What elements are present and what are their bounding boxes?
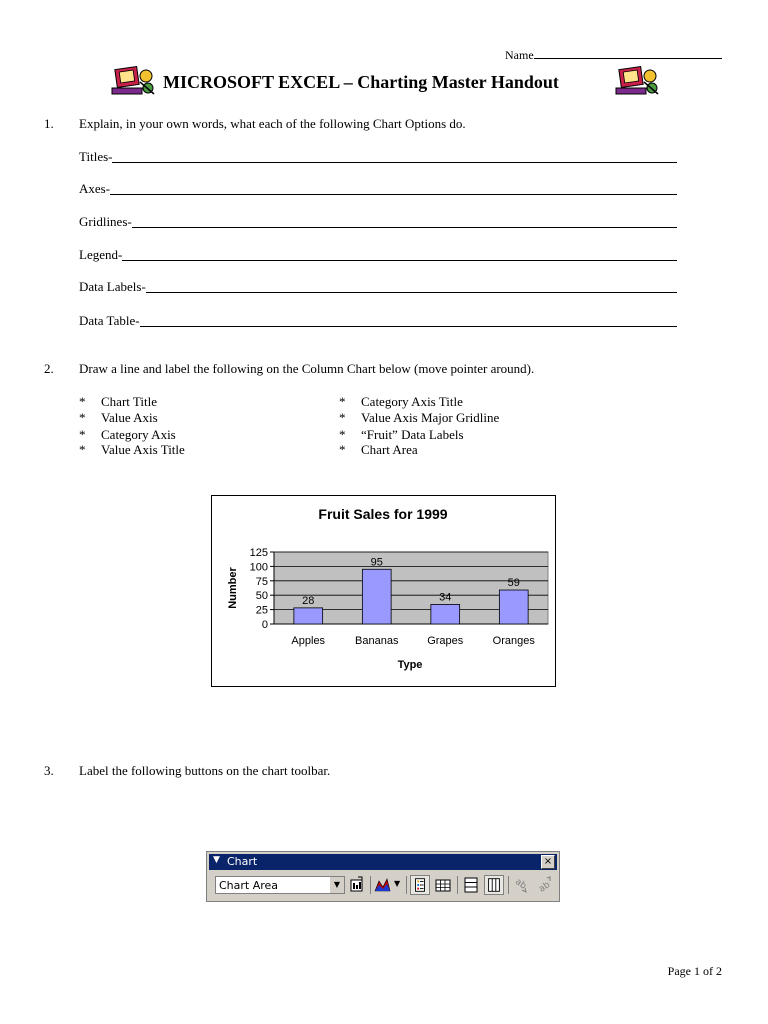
name-field	[505, 46, 722, 63]
page-title: MICROSOFT EXCEL – Charting Master Handout	[163, 72, 559, 92]
chart-objects-value: Chart Area	[219, 879, 279, 892]
question-1-number: 1.	[44, 116, 54, 131]
x-tick-label: Bananas	[355, 635, 399, 647]
toolbar-title-bar[interactable]	[209, 854, 557, 870]
list-item: * Value Axis Title	[79, 442, 185, 457]
bar[interactable]	[362, 569, 391, 624]
answer-blank-line	[140, 314, 677, 327]
toolbar-title: Chart	[227, 855, 258, 868]
y-tick-label: 125	[249, 547, 268, 559]
answer-label: Data Labels-	[79, 279, 146, 294]
question-3-number: 3.	[44, 763, 54, 778]
computer-clipart-icon	[614, 64, 660, 98]
answer-row-axes[interactable]	[79, 181, 677, 197]
list-item: * Category Axis Title	[339, 394, 463, 409]
answer-blank-line	[122, 248, 677, 261]
svg-text:ab: ab	[537, 879, 553, 895]
answer-row-gridlines[interactable]	[79, 214, 677, 230]
computer-clipart-icon	[110, 64, 156, 98]
answer-row-data-labels[interactable]	[79, 279, 677, 295]
bar[interactable]	[431, 604, 460, 624]
answer-blank-line	[146, 280, 677, 293]
data-label[interactable]: 34	[439, 591, 452, 604]
data-table-icon[interactable]	[433, 875, 453, 895]
category-axis-title[interactable]: Type	[397, 659, 423, 671]
svg-text:ab: ab	[513, 877, 528, 892]
name-label: Name	[505, 48, 534, 62]
answer-row-legend[interactable]	[79, 247, 677, 263]
list-item: * Chart Area	[339, 442, 418, 457]
close-icon[interactable]: ×	[541, 855, 555, 869]
column-chart[interactable]	[212, 496, 555, 686]
data-label[interactable]: 95	[370, 556, 383, 569]
y-tick-label: 50	[255, 590, 268, 603]
answer-label: Axes-	[79, 181, 111, 196]
answer-label: Titles-	[79, 149, 113, 164]
answer-blank-line	[110, 182, 677, 195]
answer-blank-line	[132, 215, 677, 228]
bar[interactable]	[499, 590, 528, 624]
answer-row-titles[interactable]	[79, 149, 677, 165]
y-tick-label: 25	[255, 604, 268, 617]
question-1-text: Explain, in your own words, what each of the following Chart Options do.	[79, 116, 466, 131]
by-row-icon[interactable]	[461, 875, 481, 895]
chart-type-icon[interactable]	[373, 875, 393, 895]
answer-label: Legend-	[79, 247, 123, 262]
angle-text-downward-icon[interactable]	[512, 875, 532, 895]
x-tick-label: Apples	[291, 635, 326, 647]
answer-blank-line	[112, 150, 677, 163]
page-number: Page 1 of 2	[667, 964, 722, 978]
format-chart-area-icon[interactable]	[347, 875, 367, 895]
y-tick-label: 0	[261, 619, 268, 631]
x-tick-label: Oranges	[492, 635, 535, 647]
x-tick-label: Grapes	[427, 635, 464, 647]
name-blank-line	[534, 46, 722, 59]
chevron-down-icon[interactable]: ▼	[330, 877, 344, 893]
list-item: * Category Axis	[79, 427, 176, 442]
list-item: * Chart Title	[79, 394, 157, 409]
data-label[interactable]: 59	[507, 577, 520, 590]
question-2-text: Draw a line and label the following on the Column Chart below (move pointer around).	[79, 361, 535, 376]
angle-text-upward-icon[interactable]	[535, 875, 555, 895]
bar[interactable]	[294, 608, 323, 624]
answer-label: Data Table-	[79, 313, 140, 328]
toolbar-separator	[508, 876, 509, 894]
title-row	[0, 64, 768, 104]
answer-row-data-table[interactable]	[79, 313, 677, 329]
y-tick-label: 100	[249, 561, 268, 574]
chevron-down-icon[interactable]: ▼	[394, 879, 401, 888]
data-label[interactable]: 28	[302, 594, 315, 607]
list-item: * Value Axis Major Gridline	[339, 410, 500, 425]
list-item: * Value Axis	[79, 410, 158, 425]
toolbar-separator	[457, 876, 458, 894]
chart-objects-dropdown[interactable]	[215, 876, 345, 894]
toolbar-menu-arrow-icon[interactable]: ▼	[213, 855, 220, 865]
toolbar-separator	[406, 876, 407, 894]
legend-icon[interactable]	[410, 875, 430, 895]
toolbar-separator	[370, 876, 371, 894]
answer-label: Gridlines-	[79, 214, 132, 229]
by-column-icon[interactable]	[484, 875, 504, 895]
value-axis-title[interactable]: Number	[227, 567, 239, 609]
chart-toolbar[interactable]	[206, 851, 560, 902]
question-2-number: 2.	[44, 361, 54, 376]
chart-area[interactable]	[211, 495, 556, 687]
chart-title[interactable]: Fruit Sales for 1999	[318, 506, 448, 522]
y-tick-label: 75	[255, 575, 268, 588]
question-3-text: Label the following buttons on the chart toolbar.	[79, 763, 331, 778]
list-item: * “Fruit” Data Labels	[339, 427, 464, 442]
